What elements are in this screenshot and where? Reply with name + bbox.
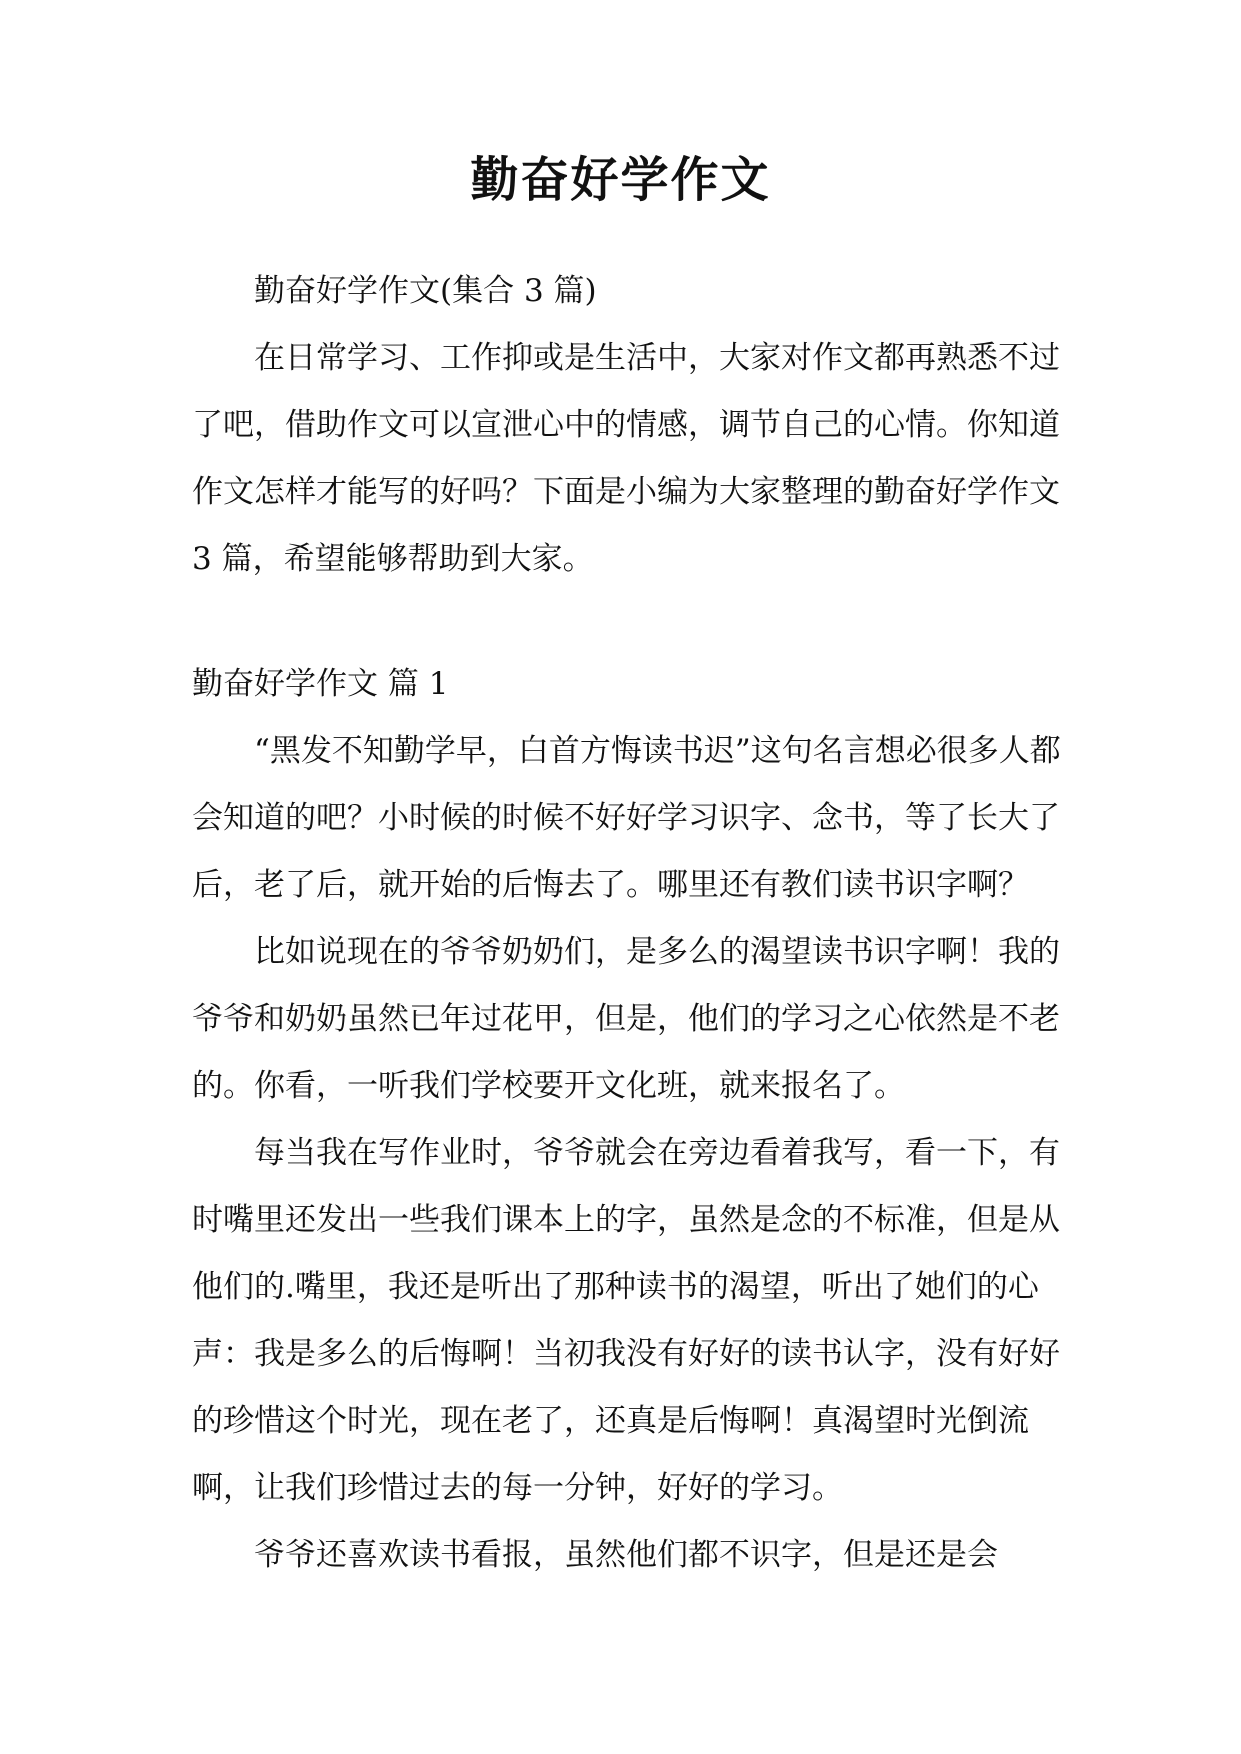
- intro-paragraph: 在日常学习、工作抑或是生活中，大家对作文都再熟悉不过了吧，借助作文可以宣泄心中的情感，调节自己的心情。你知道作文怎样才能写的好吗？下面是小编为大家整理的勤奋好学作文 3 篇，希望能够帮助到大家。: [192, 340, 1060, 577]
- body-paragraph: 每当我在写作业时，爷爷就会在旁边看着我写，看一下，有时嘴里还发出一些我们课本上的字，虽然是念的不标准，但是从他们的.嘴里，我还是听出了那种读书的渴望，听出了她们的心声：我是多么的后悔啊！当初我没有好好的读书认字，没有好好的珍惜这个时光，现在老了，还真是后悔啊！真渴望时光倒流啊，让我们珍惜过去的每一分钟，好好的学习。: [192, 1135, 1060, 1506]
- body-paragraph: “黑发不知勤学早，白首方悔读书迟”这句名言想必很多人都会知道的吧？小时候的时候不好好学习识字、念书，等了长大了后，老了后，就开始的后悔去了。哪里还有教们读书识字啊？: [192, 733, 1061, 903]
- body-paragraph: 比如说现在的爷爷奶奶们，是多么的渴望读书识字啊！我的爷爷和奶奶虽然已年过花甲，但是，他们的学习之心依然是不老的。你看，一听我们学校要开文化班，就来报名了。: [192, 934, 1060, 1104]
- document-title: 勤奋好学作文: [470, 152, 771, 208]
- document-body: [192, 258, 1062, 1589]
- document-subtitle: 勤奋好学作文(集合 3 篇): [254, 273, 597, 309]
- section-heading: 勤奋好学作文 篇 1: [192, 666, 449, 702]
- body-paragraph: 爷爷还喜欢读书看报，虽然他们都不识字，但是还是会: [254, 1537, 998, 1573]
